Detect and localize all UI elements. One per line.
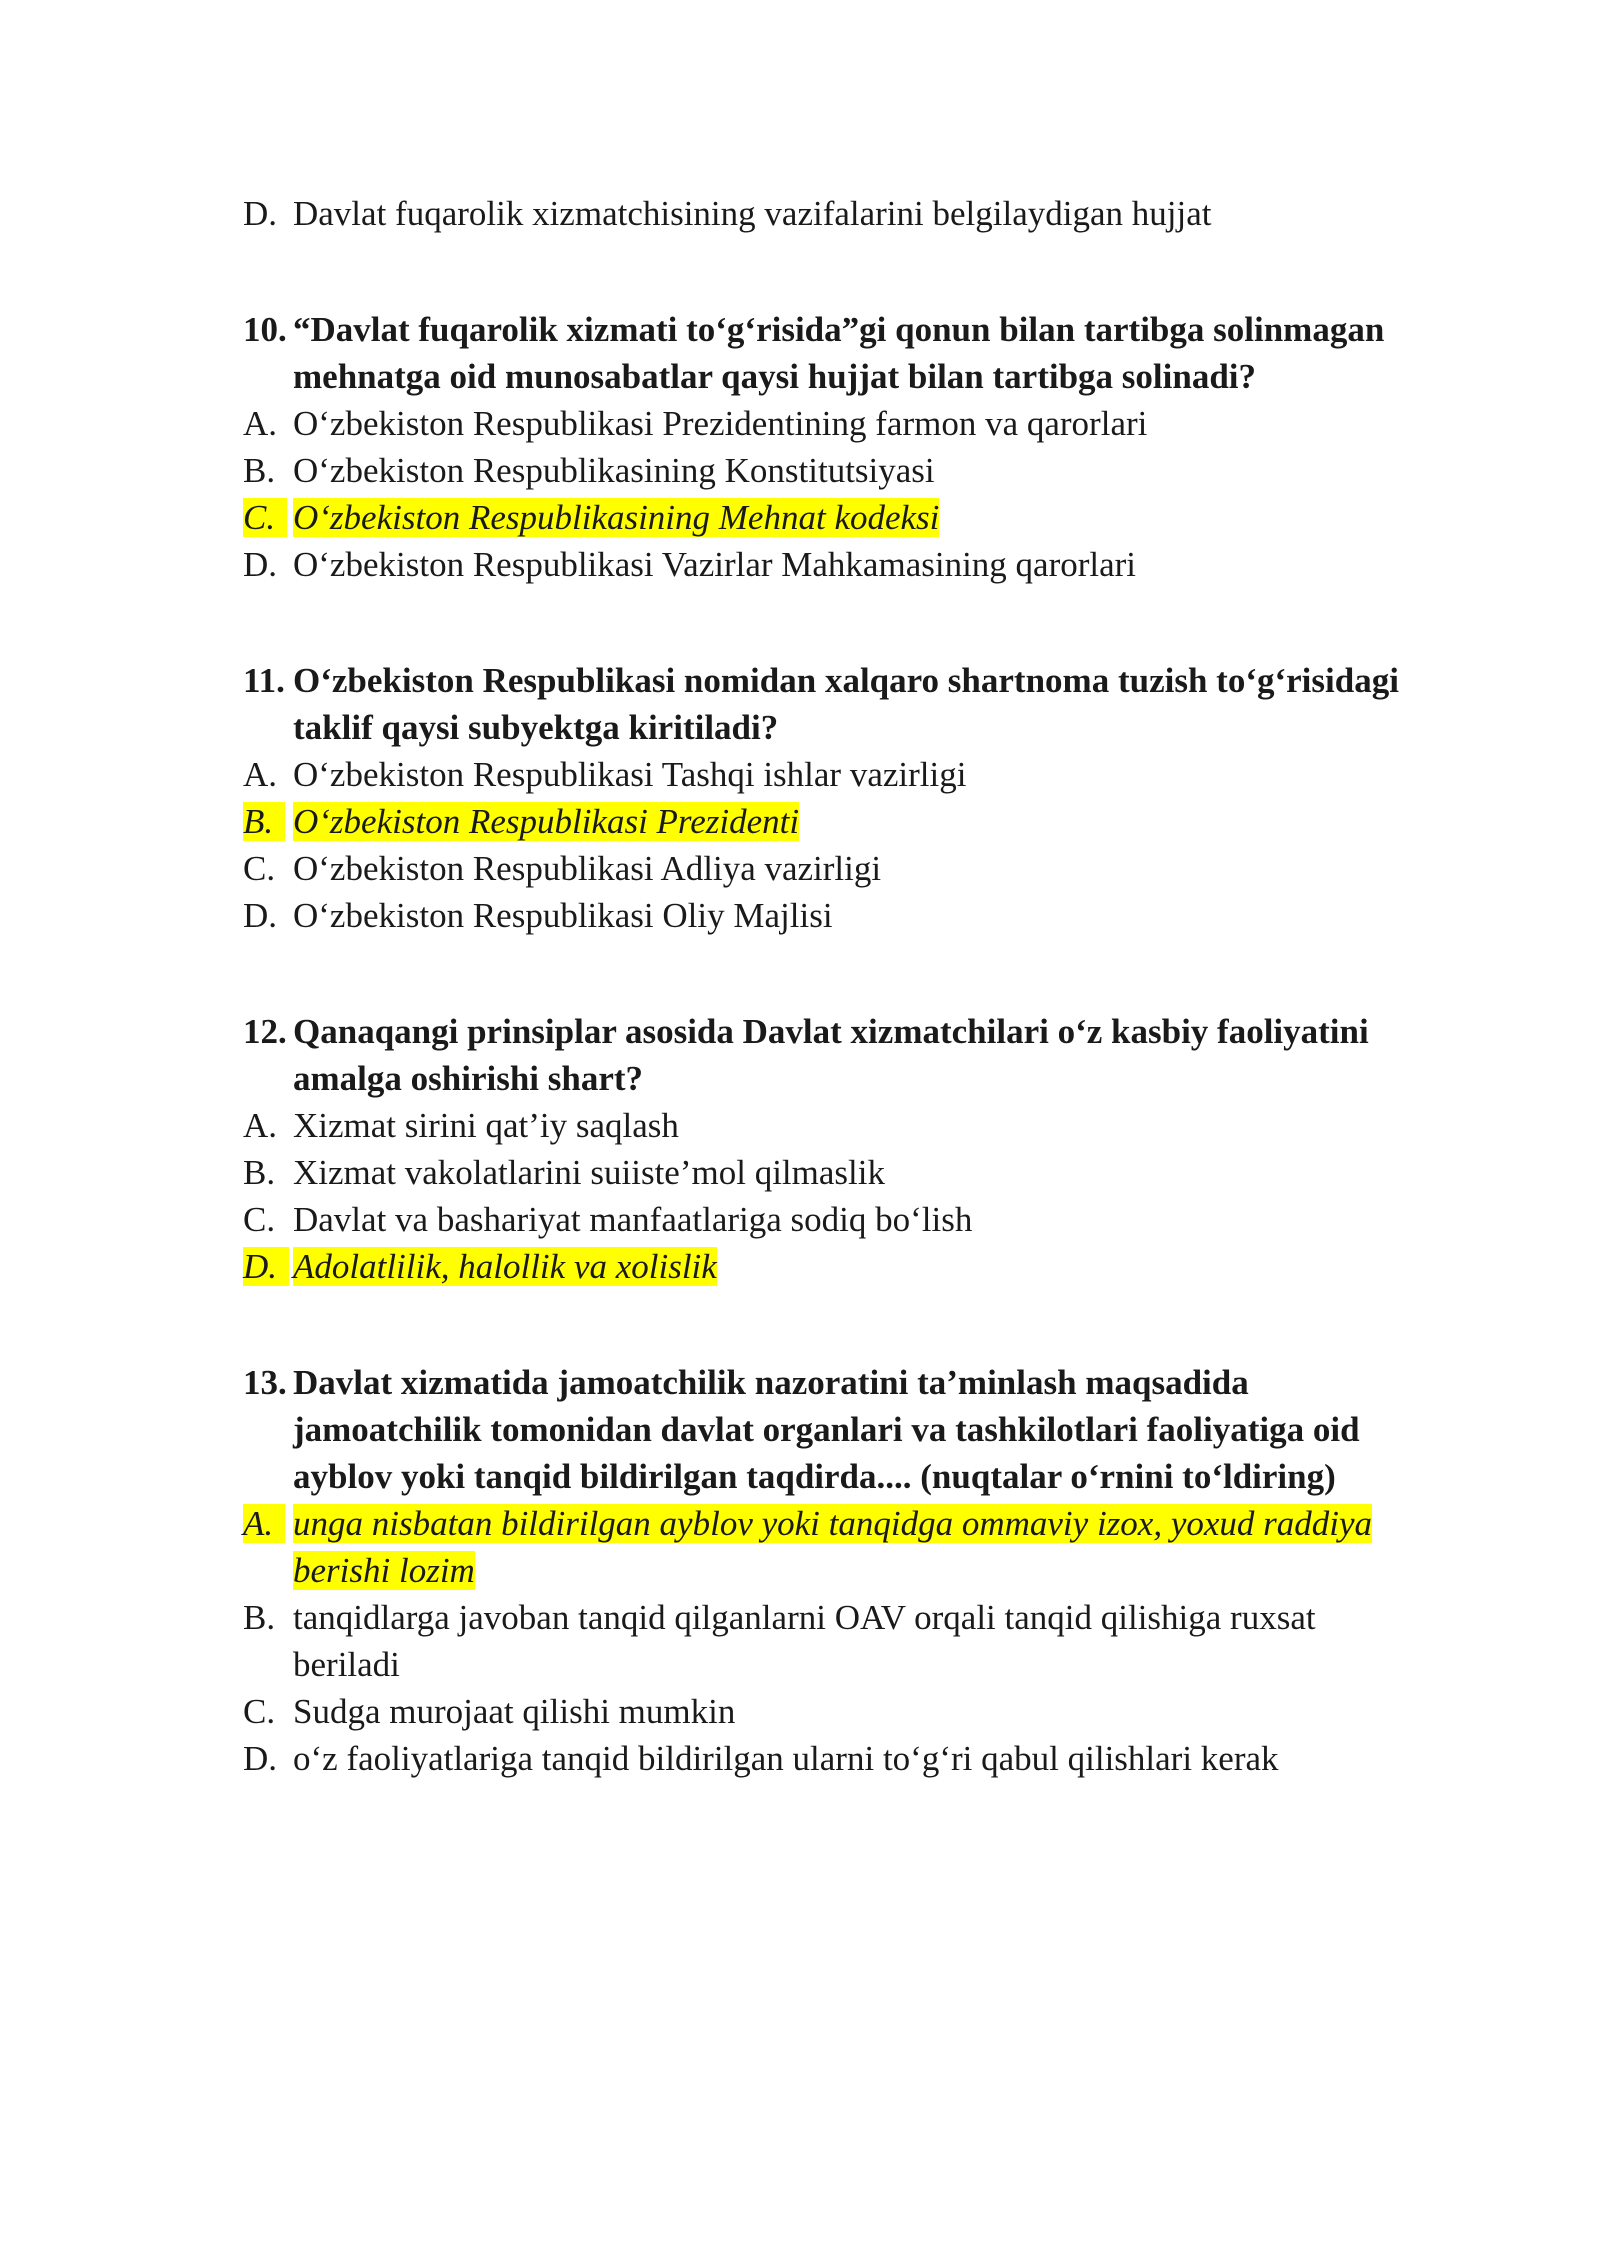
option-text: Xizmat vakolatlarini suiiste’mol qilmaslik bbox=[293, 1153, 885, 1192]
option-c bbox=[243, 845, 1423, 892]
highlight: B. bbox=[243, 802, 285, 841]
option-text: O‘zbekiston Respublikasi Oliy Majlisi bbox=[293, 896, 833, 935]
question-number: 12. bbox=[243, 1012, 287, 1051]
option-b bbox=[243, 1149, 1423, 1196]
question-title bbox=[243, 657, 1423, 751]
option-text bbox=[293, 494, 1423, 541]
option-d bbox=[243, 892, 1423, 939]
page-content bbox=[243, 190, 1423, 1851]
option-text: Davlat va bashariyat manfaatlariga sodiq bo‘lish bbox=[293, 1200, 973, 1239]
option-letter: C. bbox=[243, 1200, 276, 1239]
lead-option bbox=[243, 190, 1423, 237]
option-letter bbox=[243, 494, 293, 541]
highlight: O‘zbekiston Respublikasining Mehnat kodeksi bbox=[293, 498, 940, 537]
option-text: tanqidlarga javoban tanqid qilganlarni OAV orqali tanqid qilishiga ruxsat beriladi bbox=[293, 1598, 1316, 1684]
option-letter: D. bbox=[243, 896, 278, 935]
question-title bbox=[243, 306, 1423, 400]
question-text: Qanaqangi prinsiplar asosida Davlat xizmatchilari o‘z kasbiy faoliyatini amalga oshirishi shart? bbox=[293, 1012, 1369, 1098]
highlight: D. bbox=[243, 1247, 289, 1286]
option-letter bbox=[243, 798, 293, 845]
question-text: O‘zbekiston Respublikasi nomidan xalqaro shartnoma tuzish to‘g‘risidagi taklif qaysi subyektga kiritiladi? bbox=[293, 661, 1399, 747]
option-d bbox=[243, 541, 1423, 588]
option-c bbox=[243, 1196, 1423, 1243]
option-text: Xizmat sirini qat’iy saqlash bbox=[293, 1106, 679, 1145]
option-text: o‘z faoliyatlariga tanqid bildirilgan ularni to‘g‘ri qabul qilishlari kerak bbox=[293, 1739, 1279, 1778]
question-10 bbox=[243, 306, 1423, 588]
option-letter: B. bbox=[243, 451, 276, 490]
option-b bbox=[243, 447, 1423, 494]
option-text bbox=[293, 1243, 1423, 1290]
option-letter bbox=[243, 1243, 293, 1290]
highlight: unga nisbatan bildirilgan ayblov yoki tanqidga ommaviy izox, yoxud raddiya berishi lozim bbox=[293, 1504, 1373, 1590]
highlight: Adolatlilik, halollik va xolislik bbox=[293, 1247, 717, 1286]
option-text bbox=[293, 798, 1423, 845]
option-text: O‘zbekiston Respublikasining Konstitutsiyasi bbox=[293, 451, 935, 490]
question-text: Davlat xizmatida jamoatchilik nazoratini ta’minlash maqsadida jamoatchilik tomonidan davlat organlari va tashkilotlari faoliyatiga oid ayblov yoki tanqid bildirilgan taqdirda.... (nuqtalar o‘rnini to‘ldiring) bbox=[293, 1363, 1360, 1496]
question-number: 10. bbox=[243, 310, 287, 349]
question-title bbox=[243, 1008, 1423, 1102]
question-text: “Davlat fuqarolik xizmati to‘g‘risida”gi qonun bilan tartibga solinmagan mehnatga oid munosabatlar qaysi hujjat bilan tartibga solinadi? bbox=[293, 310, 1385, 396]
option-a bbox=[243, 751, 1423, 798]
option-letter: A. bbox=[243, 1106, 278, 1145]
question-title bbox=[243, 1359, 1423, 1500]
question-12 bbox=[243, 1008, 1423, 1290]
option-text: Sudga murojaat qilishi mumkin bbox=[293, 1692, 736, 1731]
option-text: O‘zbekiston Respublikasi Adliya vazirligi bbox=[293, 849, 882, 888]
option-text bbox=[293, 1500, 1423, 1594]
option-text: O‘zbekiston Respublikasi Tashqi ishlar vazirligi bbox=[293, 755, 967, 794]
option-letter bbox=[243, 1500, 293, 1594]
option-letter: B. bbox=[243, 1598, 276, 1637]
option-letter: A. bbox=[243, 755, 278, 794]
option-text: O‘zbekiston Respublikasi Prezidentining farmon va qarorlari bbox=[293, 404, 1148, 443]
option-text: O‘zbekiston Respublikasi Vazirlar Mahkamasining qarorlari bbox=[293, 545, 1137, 584]
option-letter: D. bbox=[243, 1739, 278, 1778]
option-letter: C. bbox=[243, 849, 276, 888]
option-d bbox=[243, 1735, 1423, 1782]
option-letter: D. bbox=[243, 545, 278, 584]
option-a-correct bbox=[243, 1500, 1423, 1594]
highlight: C. bbox=[243, 498, 287, 537]
question-13 bbox=[243, 1359, 1423, 1782]
option-d-correct bbox=[243, 1243, 1423, 1290]
option-b-correct bbox=[243, 798, 1423, 845]
option-text: Davlat fuqarolik xizmatchisining vazifalarini belgilaydigan hujjat bbox=[293, 194, 1212, 233]
question-number: 13. bbox=[243, 1363, 287, 1402]
highlight: A. bbox=[243, 1504, 285, 1543]
question-number: 11. bbox=[243, 661, 285, 700]
option-letter: D. bbox=[243, 194, 278, 233]
option-letter: B. bbox=[243, 1153, 276, 1192]
option-c-correct bbox=[243, 494, 1423, 541]
option-a bbox=[243, 400, 1423, 447]
option-c bbox=[243, 1688, 1423, 1735]
option-letter: A. bbox=[243, 404, 278, 443]
highlight: O‘zbekiston Respublikasi Prezidenti bbox=[293, 802, 800, 841]
option-letter: C. bbox=[243, 1692, 276, 1731]
option-a bbox=[243, 1102, 1423, 1149]
option-b bbox=[243, 1594, 1423, 1688]
question-11 bbox=[243, 657, 1423, 939]
